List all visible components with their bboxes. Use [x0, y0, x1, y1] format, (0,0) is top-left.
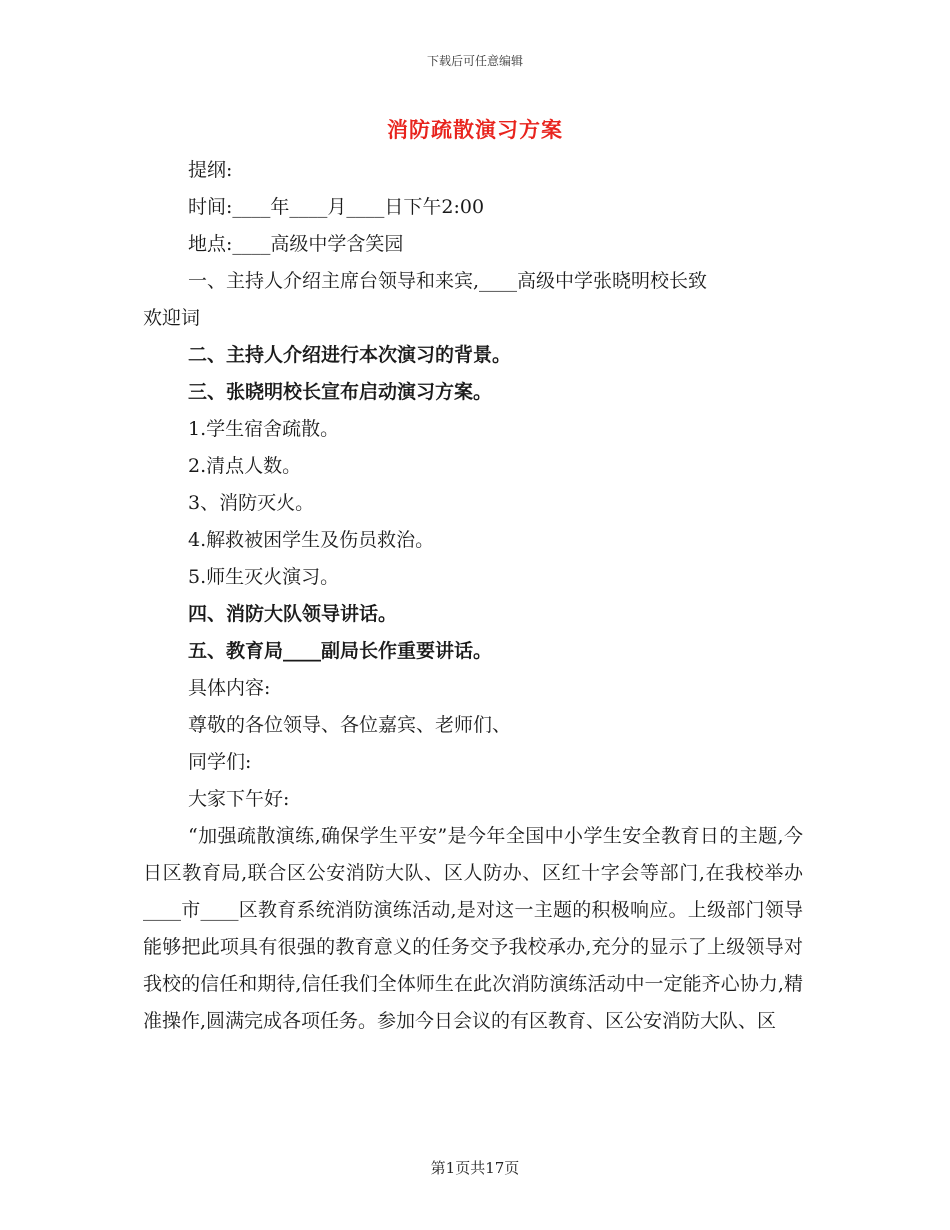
sub-item-5: 5.师生灭火演习。	[188, 566, 340, 588]
salutation-line-2: 同学们:	[188, 751, 252, 773]
agenda-item-2: 二、主持人介绍进行本次演习的背景。	[188, 344, 512, 366]
speech-paragraph: “加强疏散演练,确保学生平安”是今年全国中小学生安全教育日的主题,今日区教育局,联合区公安消防大队、区人防办、区红十字会等部门,在我校举办____市____区教育系统消防演练活动,是对这一主题的积极响应。上级部门领导能够把此项具有很强的教育意义的任务交予我校承办,充分的显示了上级领导对我校的信任和期待,信任我们全体师生在此次消防演练活动中一定能齐心协力,精准操作,圆满完成各项任务。参加今日会议的有区教育、区公安消防大队、区	[143, 825, 803, 1032]
sub-item-1: 1.学生宿舍疏散。	[188, 418, 340, 440]
salutation-line-1: 尊敬的各位领导、各位嘉宾、老师们、	[188, 714, 512, 736]
sub-item-3: 3、消防灭火。	[188, 492, 315, 514]
agenda-item-1-line-2: 欢迎词	[143, 307, 201, 329]
sub-item-2: 2.清点人数。	[188, 455, 302, 477]
outline-label: 提纲:	[188, 159, 233, 181]
time-line: 时间:____年____月____日下午2:00	[188, 196, 485, 218]
greeting: 大家下午好:	[188, 788, 290, 810]
agenda-item-5: 五、教育局____副局长作重要讲话。	[188, 640, 493, 662]
place-line: 地点:____高级中学含笑园	[188, 233, 404, 255]
sub-item-4: 4.解救被困学生及伤员救治。	[188, 529, 435, 551]
agenda-item-3: 三、张晓明校长宣布启动演习方案。	[188, 381, 493, 403]
agenda-item-4: 四、消防大队领导讲话。	[188, 603, 398, 625]
document-body	[143, 152, 803, 1040]
agenda-item-1-line-1: 一、主持人介绍主席台领导和来宾,____高级中学张晓明校长致	[188, 270, 708, 292]
page-footer: 第1页共17页	[430, 1159, 520, 1177]
header-note: 下载后可任意编辑	[426, 54, 523, 68]
document-title: 消防疏散演习方案	[387, 117, 563, 142]
content-label: 具体内容:	[188, 677, 271, 699]
